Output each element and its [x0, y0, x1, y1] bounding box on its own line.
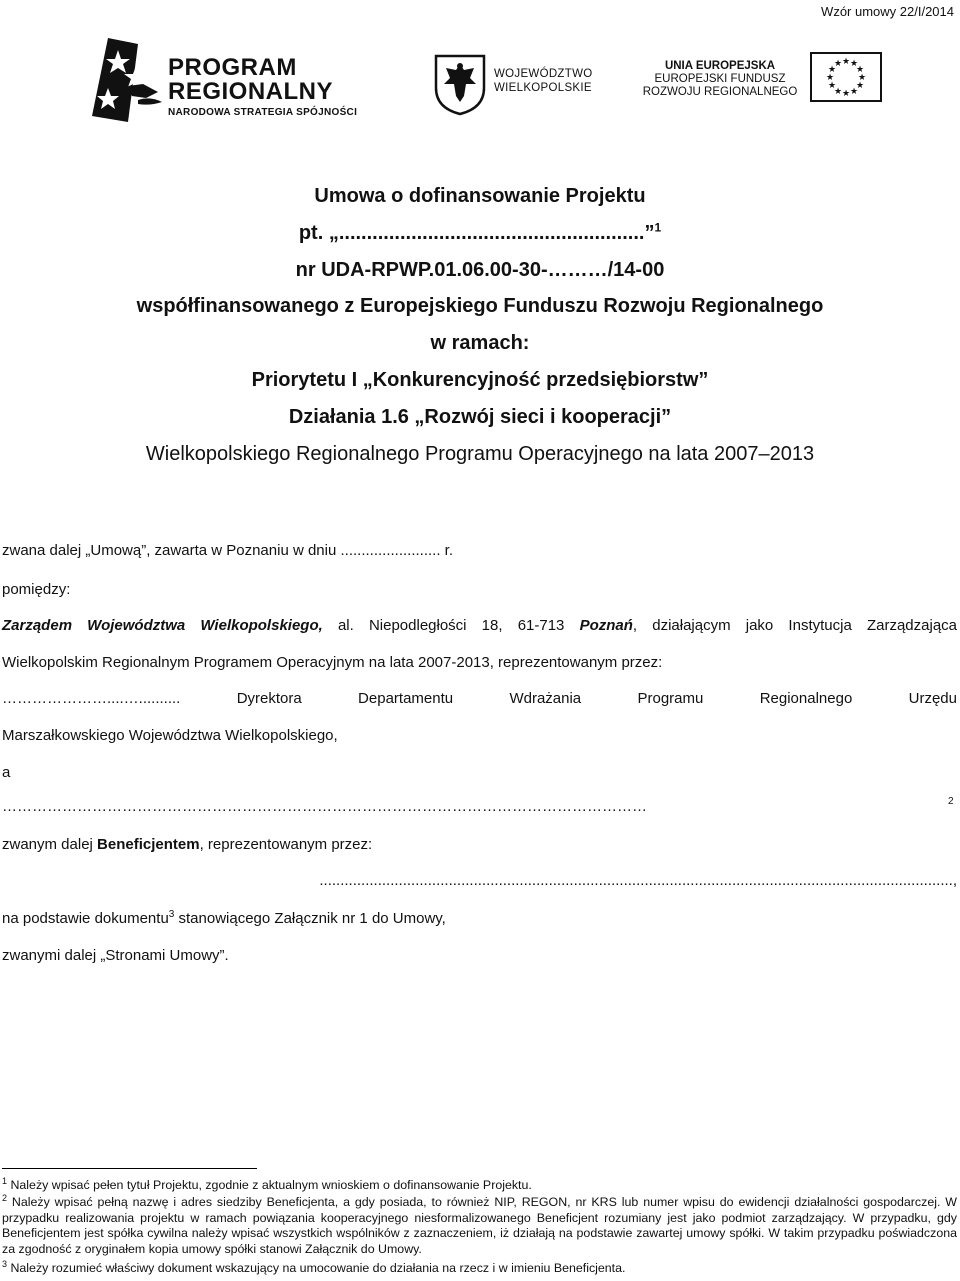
- contract-title: Umowa o dofinansowanie Projektu: [314, 185, 646, 207]
- beneficiary-term: Beneficjentem: [97, 836, 200, 853]
- wojewodztwo-logo-line2: WIELKOPOLSKIE: [494, 81, 592, 94]
- managing-authority-name: Zarządem Województwa Wielkopolskiego,: [2, 617, 323, 634]
- svg-text:★: ★: [841, 89, 851, 99]
- program-regionalny-emblem-icon: [88, 36, 168, 124]
- cofinancing-line: współfinansowanego z Europejskiego Funduszu Rozwoju Regionalnego: [136, 295, 824, 318]
- footnote-3-number: 3: [2, 1258, 8, 1269]
- svg-text:★: ★: [825, 73, 835, 83]
- footnote-3-text: Należy rozumieć właściwy dokument wskazujący na umocowanie do działania na rzecz i w imieniu Beneficjenta.: [7, 1261, 626, 1275]
- program-regionalny-logo: [88, 36, 378, 124]
- footnote-2: [2, 1192, 957, 1257]
- footnote-ref-3: 3: [168, 909, 175, 920]
- svg-text:★: ★: [849, 87, 859, 97]
- svg-text:★: ★: [849, 59, 859, 69]
- contract-intro: zwana dalej „Umową”, zawarta w Poznaniu w dniu ........................ r.: [2, 542, 454, 559]
- footnote-divider: [2, 1168, 257, 1169]
- project-title-line: [0, 215, 960, 252]
- svg-text:★: ★: [827, 65, 837, 75]
- priority-line: Priorytetu I „Konkurencyjność przedsiębiorstw”: [251, 368, 709, 391]
- footnote-1-number: 1: [2, 1175, 8, 1186]
- between-label: pomiędzy:: [2, 581, 71, 598]
- managing-authority-role: , działającym jako Instytucja Zarządzająca: [632, 617, 957, 634]
- footnote-3: [2, 1258, 957, 1277]
- svg-text:★: ★: [827, 81, 837, 91]
- programme-representation: Wielkopolskim Regionalnym Programem Operacyjnym na lata 2007-2013, reprezentowanym przez:: [2, 654, 663, 671]
- contract-title-block: [0, 178, 960, 472]
- document-basis-prefix: na podstawie dokumentu: [2, 910, 169, 927]
- footnote-2-text: Należy wpisać pełną nazwę i adres siedziby Beneficjenta, a gdy posiada, to również NIP, REGON, nr KRS lub numer wpisu do ewidencji działalności gospodarczej. W przypadku realizowania projektu w ramach powiązania kooperacyjnego niesformalizowanego Beneficjent rozumiany jest jako podmiot zarządzający. W przypadku, gdy Beneficjentem jest spółka cywilna należy wpisać wszystkich wspólników z zaznaczeniem, iż działają na podstawie zawartej umowy spółki. W takim przypadku poświadczona za zgodność z oryginałem kopia umowy spółki stanowi Załącznik do Umowy.: [2, 1195, 957, 1256]
- program-logo-line1: PROGRAM: [168, 54, 297, 81]
- parties-definition: zwanymi dalej „Stronami Umowy”.: [2, 947, 229, 964]
- representative-placeholder: ........................................................................................................................................................,: [319, 872, 957, 889]
- framework-label: w ramach:: [430, 332, 530, 355]
- svg-text:★: ★: [833, 59, 843, 69]
- svg-text:★: ★: [855, 81, 865, 91]
- beneficiary-suffix: , reprezentowanym przez:: [199, 836, 373, 853]
- svg-text:★: ★: [855, 65, 865, 75]
- wojewodztwo-logo-line1: WOJEWÓDZTWO: [494, 68, 593, 80]
- eu-logo-line1: UNIA EUROPEJSKA: [664, 60, 776, 72]
- managing-authority-line: [2, 617, 957, 634]
- eu-fund-logo: [640, 52, 880, 114]
- director-line: …………………....….......... Dyrektora Departamentu Wdrażania Programu Regionalnego Urzędu: [2, 690, 957, 707]
- and-conjunction: a: [2, 764, 11, 781]
- managing-authority-address: al. Niepodległości 18, 61-713: [322, 617, 580, 634]
- measure-line: Działania 1.6 „Rozwój sieci i kooperacji”: [288, 405, 672, 428]
- svg-text:★: ★: [841, 57, 851, 67]
- footnote-1: [2, 1175, 957, 1194]
- contract-number: nr UDA-RPWP.01.06.00-30-………/14-00: [295, 258, 665, 281]
- footnote-2-number: 2: [2, 1192, 8, 1203]
- svg-text:★: ★: [857, 73, 867, 83]
- eu-logo-line2: EUROPEJSKI FUNDUSZ: [654, 73, 786, 86]
- program-logo-line3: NARODOWA STRATEGIA SPÓJNOŚCI: [168, 107, 358, 118]
- footnote-1-text: Należy wpisać pełen tytuł Projektu, zgodnie z aktualnym wnioskiem o dofinansowanie Projektu.: [7, 1178, 532, 1192]
- programme-line: Wielkopolskiego Regionalnego Programu Operacyjnego na lata 2007–2013: [145, 442, 815, 465]
- eagle-crest-icon: [432, 52, 488, 116]
- svg-text:★: ★: [833, 87, 843, 97]
- wojewodztwo-wielkopolskie-logo: [432, 52, 602, 116]
- marshal-office-line: Marszałkowskiego Województwa Wielkopolskiego,: [2, 727, 338, 744]
- footnote-ref-1: 1: [654, 220, 662, 235]
- document-basis-suffix: stanowiącego Załącznik nr 1 do Umowy,: [174, 910, 446, 927]
- document-basis-line: [2, 910, 446, 927]
- beneficiary-prefix: zwanym dalej: [2, 836, 98, 853]
- eu-logo-line3: ROZWOJU REGIONALNEGO: [642, 86, 798, 99]
- city-name: Poznań: [579, 617, 633, 634]
- project-title-placeholder: pt. „.......................................................”: [298, 221, 655, 244]
- program-logo-line2: REGIONALNY: [168, 78, 334, 105]
- beneficiary-line: [2, 836, 372, 853]
- beneficiary-placeholder: …………………………………………………………………………………………………………………: [2, 798, 647, 815]
- eu-flag-icon: [810, 52, 882, 102]
- footnote-ref-2: 2: [948, 796, 954, 807]
- document-template-label: Wzór umowy 22/I/2014: [821, 4, 954, 19]
